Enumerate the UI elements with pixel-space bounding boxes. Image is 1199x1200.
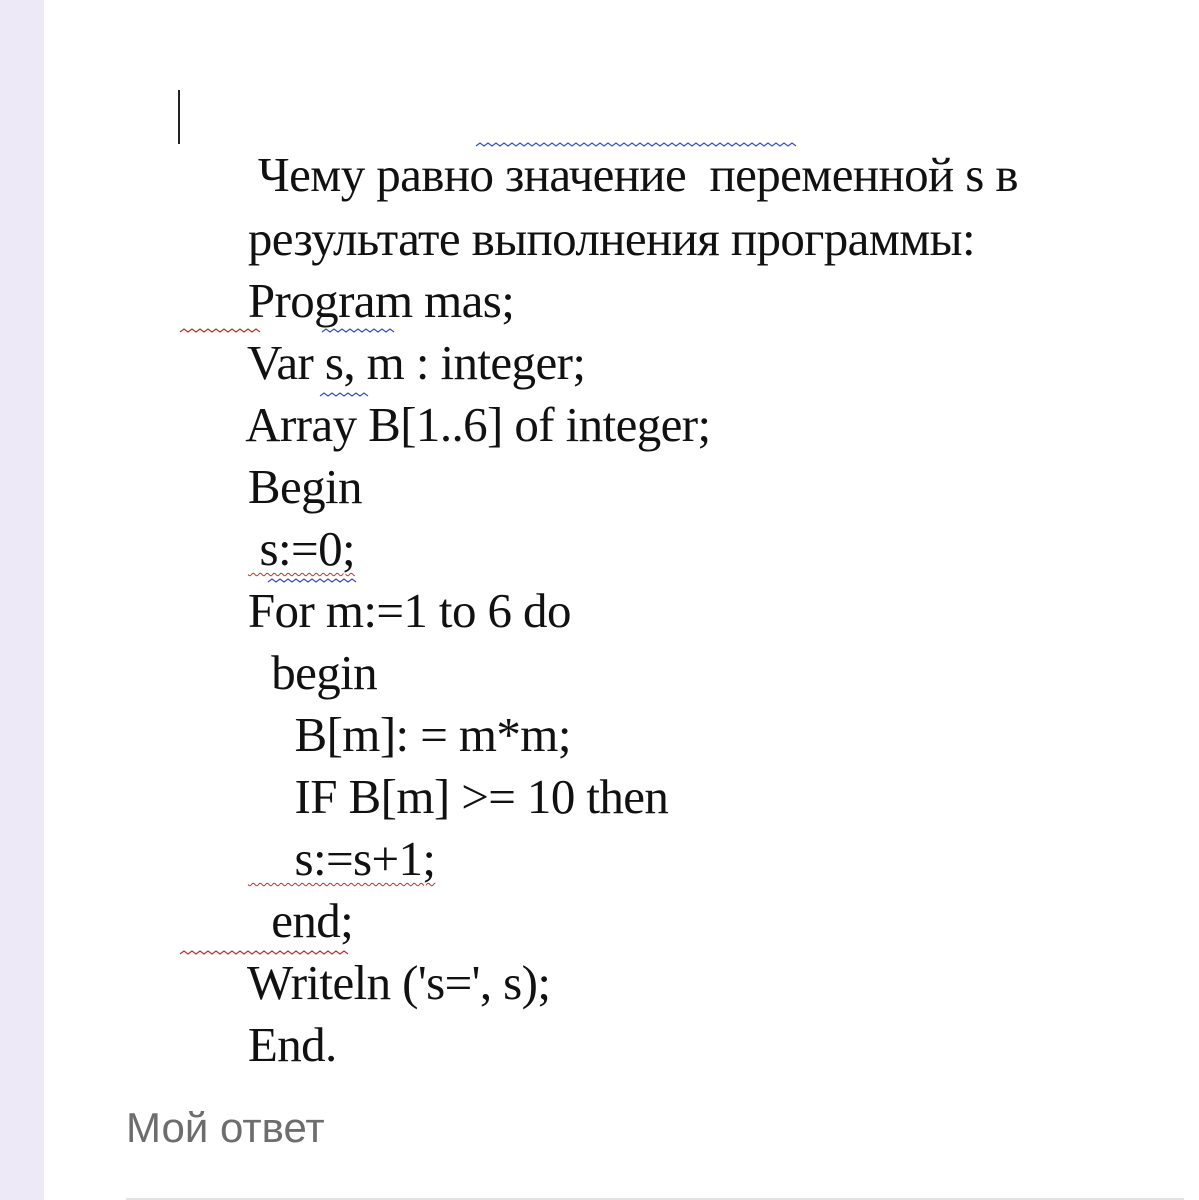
code-text-writeln: Writeln ('s=', s); xyxy=(247,955,551,1010)
squiggle-m xyxy=(322,329,394,332)
squiggle-m-assign xyxy=(268,579,356,582)
code-text-if: IF B[m] >= 10 then xyxy=(247,769,669,824)
squiggle-writeln xyxy=(180,951,348,954)
left-accent-bar xyxy=(0,0,44,1200)
code-text-inner-begin: begin xyxy=(247,645,378,700)
code-text-program: Program mas; xyxy=(247,273,515,328)
question-text-line-1: Чему равно значение переменной s в xyxy=(257,147,1018,202)
squiggle-znachenie-peremennoy xyxy=(476,143,796,146)
answer-label: Мой ответ xyxy=(126,1104,325,1151)
code-text-inner-end: end; xyxy=(247,893,354,948)
squiggle-b xyxy=(320,393,368,396)
code-text-increment: s:=s+1; xyxy=(247,831,436,886)
code-text-for: For m:=1 to 6 do xyxy=(247,583,571,638)
code-text-array: Array B[1..6] of integer; xyxy=(245,397,711,452)
question-text-line-2: результате выполнения программы: xyxy=(247,211,975,266)
code-text-begin: Begin xyxy=(247,459,362,514)
spellcheck-squiggles xyxy=(160,80,1100,1040)
code-text-assign: B[m]: = m*m; xyxy=(247,707,571,762)
squiggle-var xyxy=(180,329,260,332)
question-image xyxy=(160,80,1100,1072)
code-text-init-s: s:=0; xyxy=(247,521,355,576)
code-text-end: End. xyxy=(247,1017,337,1072)
answer-input[interactable] xyxy=(126,1170,1184,1200)
code-text-var: Var s, m : integer; xyxy=(247,335,586,390)
